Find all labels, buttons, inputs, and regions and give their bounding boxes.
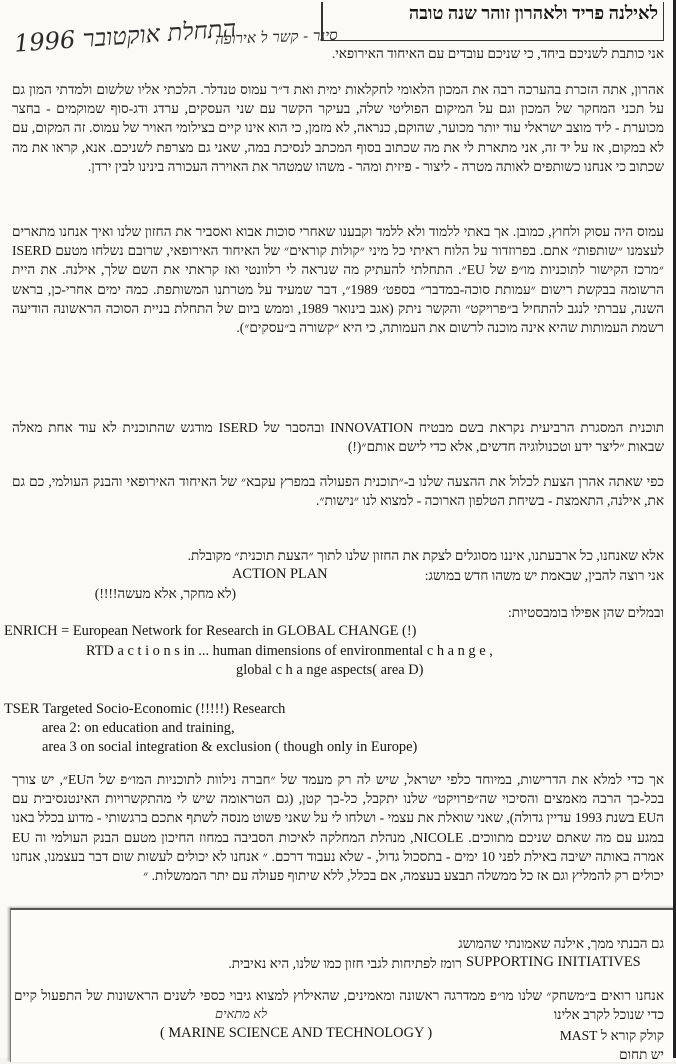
action-plan-term: ACTION PLAN [232,566,328,582]
paragraph-innovation: תוכנית המסגרת הרביעית נקראת בשם מבטיח INNOVATION ובהסבר של ISERD מודגש שהתוכנית לא עוד אחת מאלה שבאות ״ליצר ידע וטכנולוגיה חדשים, אלא כדי לישם אותם״(!) [12,420,664,455]
rtd-global-change-line: global c h a nge aspects( area D) [236,662,424,678]
rtd-actions-line: RTD a c t i o n s in ... human dimensions of environmental c h a n g e , [86,643,493,659]
tser-line: TSER Targeted Socio-Economic (!!!!!) Research [4,701,286,717]
action-plan-remark: (לא מחקר, אלא מעשה!!!!) [94,586,236,601]
mast-call-label: קולק קורא ל MAST יש תחום [559,1028,664,1063]
tser-area3-line: area 3 on social integration & exclusion ( though only in Europe) [42,739,418,755]
supporting-initiatives-tail: רומז לפתיחות לגבי חזון כמו שלנו, היא נאיבית. [228,956,462,971]
tser-area2-line: area 2: on education and training, [42,720,235,736]
enrich-line: ENRICH = European Network for Research in GLOBAL CHANGE (!) [4,623,417,639]
supporting-initiatives-intro: גם הבנתי ממך, אילנה שאמונתי שהמושג [458,936,664,951]
paragraph-game-rd: אנחנו רואים ב״משחק״ שלנו מו״פ ממדרגה ראשונה ומאמינים, שהאילוץ למצוא גיבוי כספי לשנים הראשונות של התפעול קיים כדי שנוכל לקרב אלינו [14,988,664,1023]
paragraph-aharon: אהרון, אתה הזכרת בהערכה רבה את המכון הלאומי לחקלאות ימית ואת ד״ר עמוס טנדלר. הלכתי אליו שלשום ולמדתי המון גם על תכני המחקר של המכון וגם על המיקום הפוליטי שלה, בעיקר הקשר עם שני העסקים, ערדג ודג-סוף שמוקמים - בחצר מכוערת - ליד מוצב ישראלי עוד יותר מכוער, שהוקם, כנראה, לא מזמן, כי הוא אינו קיים בצילומי האויר של עמוס. זה המקום, עם לא במקום, אז על יד זה, אני מתארת לי את מה שכתוב בסוף המכתב לנסיכת במה, שאני גם מצרפת לשניכם. אנא, קראו את מה שכתוב כי אנחנו כשותפים לאותה מטרה - ליצור - פיזית ומהר - משהו שמטהר את האוירה העכורה בינינו לבין ירדן. [12,82,664,174]
action-plan-question: אני רוצה להבין, שבאמת יש משהו חדש במושג: [424,568,664,583]
handwritten-annotation: לא מתאים [215,1006,268,1021]
mast-program-name: ( MARINE SCIENCE AND TECHNOLOGY ) [160,1025,433,1041]
paragraph-action-plan-niche: כפי שאתה אהרן הצעת לכלול את ההצעה שלנו ב-״תוכנית הפעולה במפרץ עקבא״ של האיחוד האירופאי והבנק העולמי, כם גם את, אילנה, התאמצת - בשיחת הטלפון הארוכה - למצוא לנו ״נישות״. [12,474,664,509]
paragraph-requirements: אך כדי למלא את הדרישות, במיוחד כלפי ישראל, שיש לה רק מעמד של ״חברה נילוות לתוכניות המו״פ של הEU״, יש צורך בכל-כך הרבה מאמצים והסיכוי שה״פרויקט״ שלנו יתקבל, כל-כך קטן, (גם הטראומה שיש לי מהתקשרויות האינטנסיבית עם הEU בשנת 1993 עדיין גדולה), שאני שואלת את עצמי - ושלחו לי על שאני פשוט מנסה לשתף אתכם ברגשותי - מדוע בכלל באנו במגע עם מה שאתם שניכם מתווכים. NICOLE, מנהלת המחלקה לאיכות הסביבה במחוז החיכון מטעם הבנק העולמי וה EU אמרה באותה ישיבה באילת לפני 10 ימים - בתסכול גדול, - שלא נעבוד דרכם. ״ אנחנו לא יכולים לעשות שום דבר בעצמנו, אנחנו יכולים רק להמליץ וגם אז כל ממשלה תבצע בעצמה, אם בכלל, ללא שיתוף פעולה עם יתר הממשלות. ״ [12,772,664,884]
supporting-initiatives-term: SUPPORTING INITIATIVES [466,954,641,970]
paragraph-proposal: אלא שאנחנו, כל ארבעתנו, איננו מסוגלים לצקת את החזון שלנו לתוך ״הצעת תוכנית״ מקובלת. [187,548,664,563]
paragraph-amos: עמוס היה עסוק ולחוץ, כמובן. אך באתי ללמוד ולא ללמד וקבענו שאחרי סוכות אבוא ואסביר את החזון שלנו ואיך אנחנו מתארים לעצמנו ״שותפות״ אתם. בפרוזדור על הלוח ראיתי כל מיני ״קולות קוראים״ של האיחוד האירופאי, שרובם נשלחו מטעם ISERD ״מרכז הקישור לתוכניות מו״פ של EU״. התחלתי להעתיק מה שנראה לי רלוונטי ואז קראתי את השם שלך, אילנה. את היית הרשומה בבקשת רישום ״עמותת סוכה-במדבר״ בספט׳ 1989״, דבר שמעיד על מטרתנו המשותפת. כמה ימים אחרי-כן, בראש השנה, עברתי לנגב להתחיל ב״פרויקט״ והקשר ניתק (אגב בינואר 1989, וממש ביום של התחלת בניית הסוכה הראשונה הודיעה רשמת העמותות שהיא אינה מוכנה לרשום את העמותה, כי היא ״קשורה ב״עסקים״). [12,224,664,336]
paragraph-intro: אני כותבת לשניכם ביחד, כי שניכם עובדים עם האיחוד האירופאי. [331,46,664,61]
bombastic-words-line: ובמלים שהן אפילו בומבסטיות: [508,605,664,620]
handwritten-subject-note: סינר - קשר ל אירופה [214,25,338,49]
letter-greeting: לאילנה פריד ולאהרון זוהר שנה טובה [408,3,658,23]
handwritten-date: 1996 התחלת אוקטובר [13,14,238,58]
